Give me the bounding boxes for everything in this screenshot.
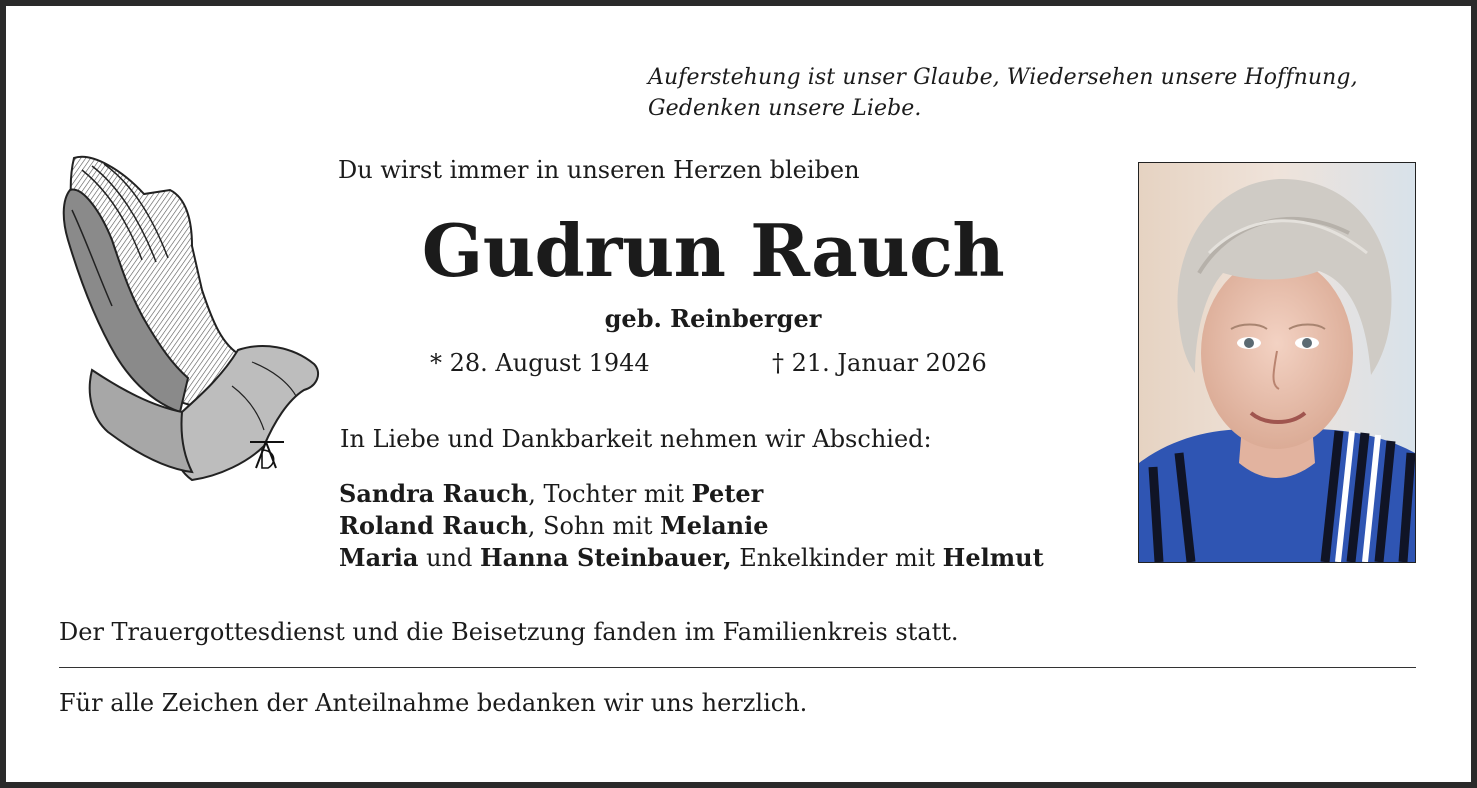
birth-date: * 28. August 1944 — [430, 349, 650, 377]
praying-hands-icon — [52, 150, 322, 485]
family-member-name: Roland Rauch — [339, 511, 528, 540]
family-joiner: und — [418, 544, 480, 572]
family-list — [339, 478, 1044, 574]
family-line-1 — [339, 478, 1044, 510]
family-line-3 — [339, 542, 1044, 574]
portrait-photo — [1138, 162, 1416, 563]
family-member-name: Sandra Rauch — [339, 479, 529, 508]
lead-text: Du wirst immer in unseren Herzen bleiben — [338, 156, 860, 184]
family-relation: , Sohn mit — [527, 512, 661, 540]
family-member-name: Maria — [339, 543, 419, 572]
family-relation: , Tochter mit — [528, 480, 692, 508]
thanks-text: Für alle Zeichen der Anteilnahme bedanken wir uns herzlich. — [59, 689, 808, 717]
family-line-2 — [339, 510, 1044, 542]
family-relation: Enkelkinder mit — [731, 544, 943, 572]
family-partner-name: Helmut — [942, 543, 1044, 572]
service-text: Der Trauergottesdienst und die Beisetzung fanden im Familienkreis statt. — [59, 618, 959, 646]
family-member-name: Hanna Steinbauer, — [479, 543, 732, 572]
farewell-text: In Liebe und Dankbarkeit nehmen wir Abschied: — [340, 425, 932, 453]
maiden-name: geb. Reinberger — [604, 304, 822, 333]
family-partner-name: Peter — [691, 479, 764, 508]
deceased-name: Gudrun Rauch — [421, 208, 1005, 293]
motto-quote — [648, 62, 1438, 124]
divider — [59, 667, 1416, 668]
family-partner-name: Melanie — [660, 511, 769, 540]
motto-line-2: Gedenken unsere Liebe. — [648, 96, 922, 121]
death-date: † 21. Januar 2026 — [772, 349, 987, 377]
motto-line-1: Auferstehung ist unser Glaube, Wiedersehen unsere Hoffnung, — [648, 65, 1358, 90]
